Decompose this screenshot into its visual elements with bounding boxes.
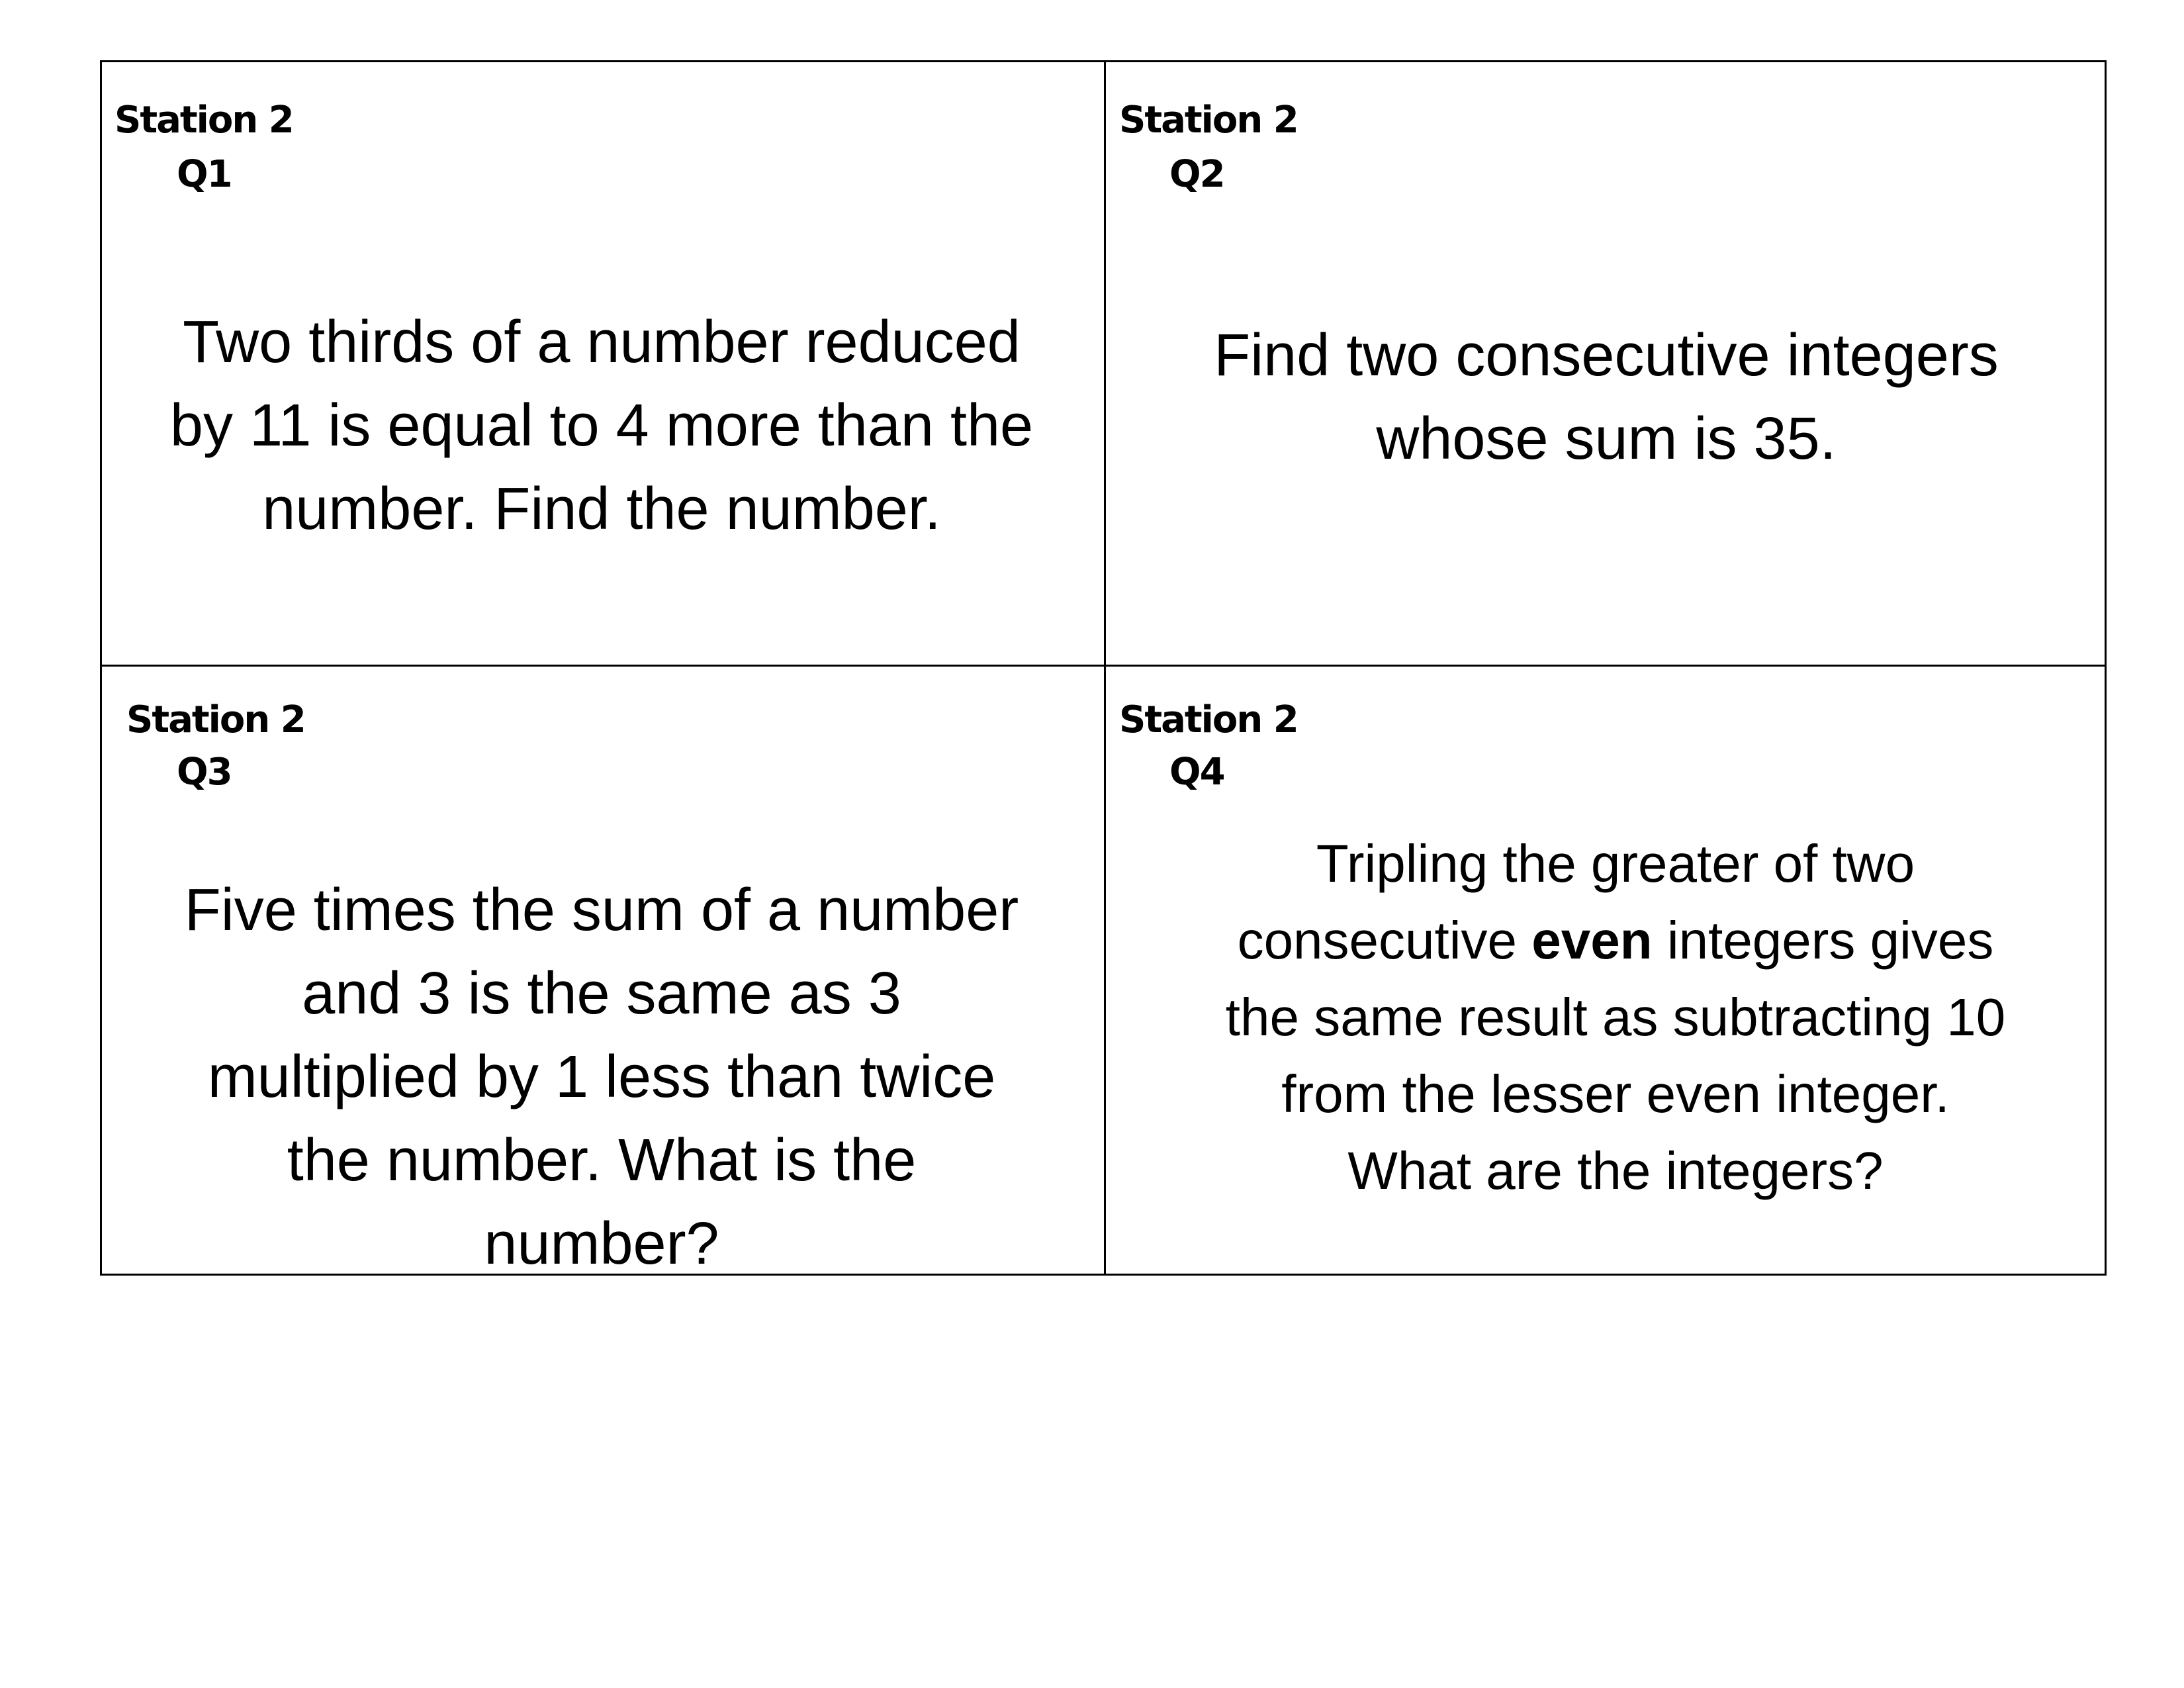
- question-text-line: multiplied by 1 less than twice: [207, 1044, 996, 1110]
- question-card-q2: [1106, 62, 2107, 665]
- question-number: Q1: [177, 153, 232, 196]
- emphasized-word: even: [1531, 911, 1653, 970]
- question-text: [1139, 825, 2092, 1209]
- question-number: Q4: [1169, 751, 1224, 794]
- question-card-grid: [100, 60, 2107, 1276]
- question-number: Q2: [1169, 153, 1224, 196]
- question-text-line: and 3 is the same as 3: [302, 961, 901, 1027]
- question-card-q1: [102, 62, 1104, 665]
- question-text: [109, 301, 1095, 551]
- question-text-line: [1139, 902, 2092, 979]
- question-text-line: Five times the sum of a number: [184, 877, 1019, 943]
- question-text-line: Find two consecutive integers: [1214, 322, 1999, 389]
- question-text-line: whose sum is 35.: [1376, 406, 1837, 472]
- station-label: Station 2: [1119, 698, 1298, 741]
- station-label: Station 2: [126, 698, 305, 741]
- text-segment: consecutive: [1237, 911, 1532, 970]
- station-label: Station 2: [114, 99, 293, 142]
- station-label: Station 2: [1119, 99, 1298, 142]
- question-text-line: the same result as subtracting 10: [1225, 988, 2006, 1047]
- question-text-line: number. Find the number.: [262, 476, 941, 542]
- question-text-line: What are the integers?: [1347, 1141, 1884, 1200]
- question-card-q3: [102, 667, 1104, 1276]
- question-card-q4: [1106, 667, 2107, 1276]
- text-segment: integers gives: [1652, 911, 1994, 970]
- question-text-line: number?: [484, 1211, 719, 1277]
- question-text-line: by 11 is equal to 4 more than the: [169, 393, 1034, 459]
- question-number: Q3: [177, 751, 232, 794]
- question-text: [109, 868, 1095, 1286]
- question-text-line: the number. What is the: [287, 1127, 917, 1194]
- question-text-line: Tripling the greater of two: [1316, 834, 1915, 893]
- question-text-line: from the lesser even integer.: [1281, 1064, 1950, 1123]
- question-text: [1106, 314, 2107, 481]
- question-text-line: Two thirds of a number reduced: [183, 309, 1021, 375]
